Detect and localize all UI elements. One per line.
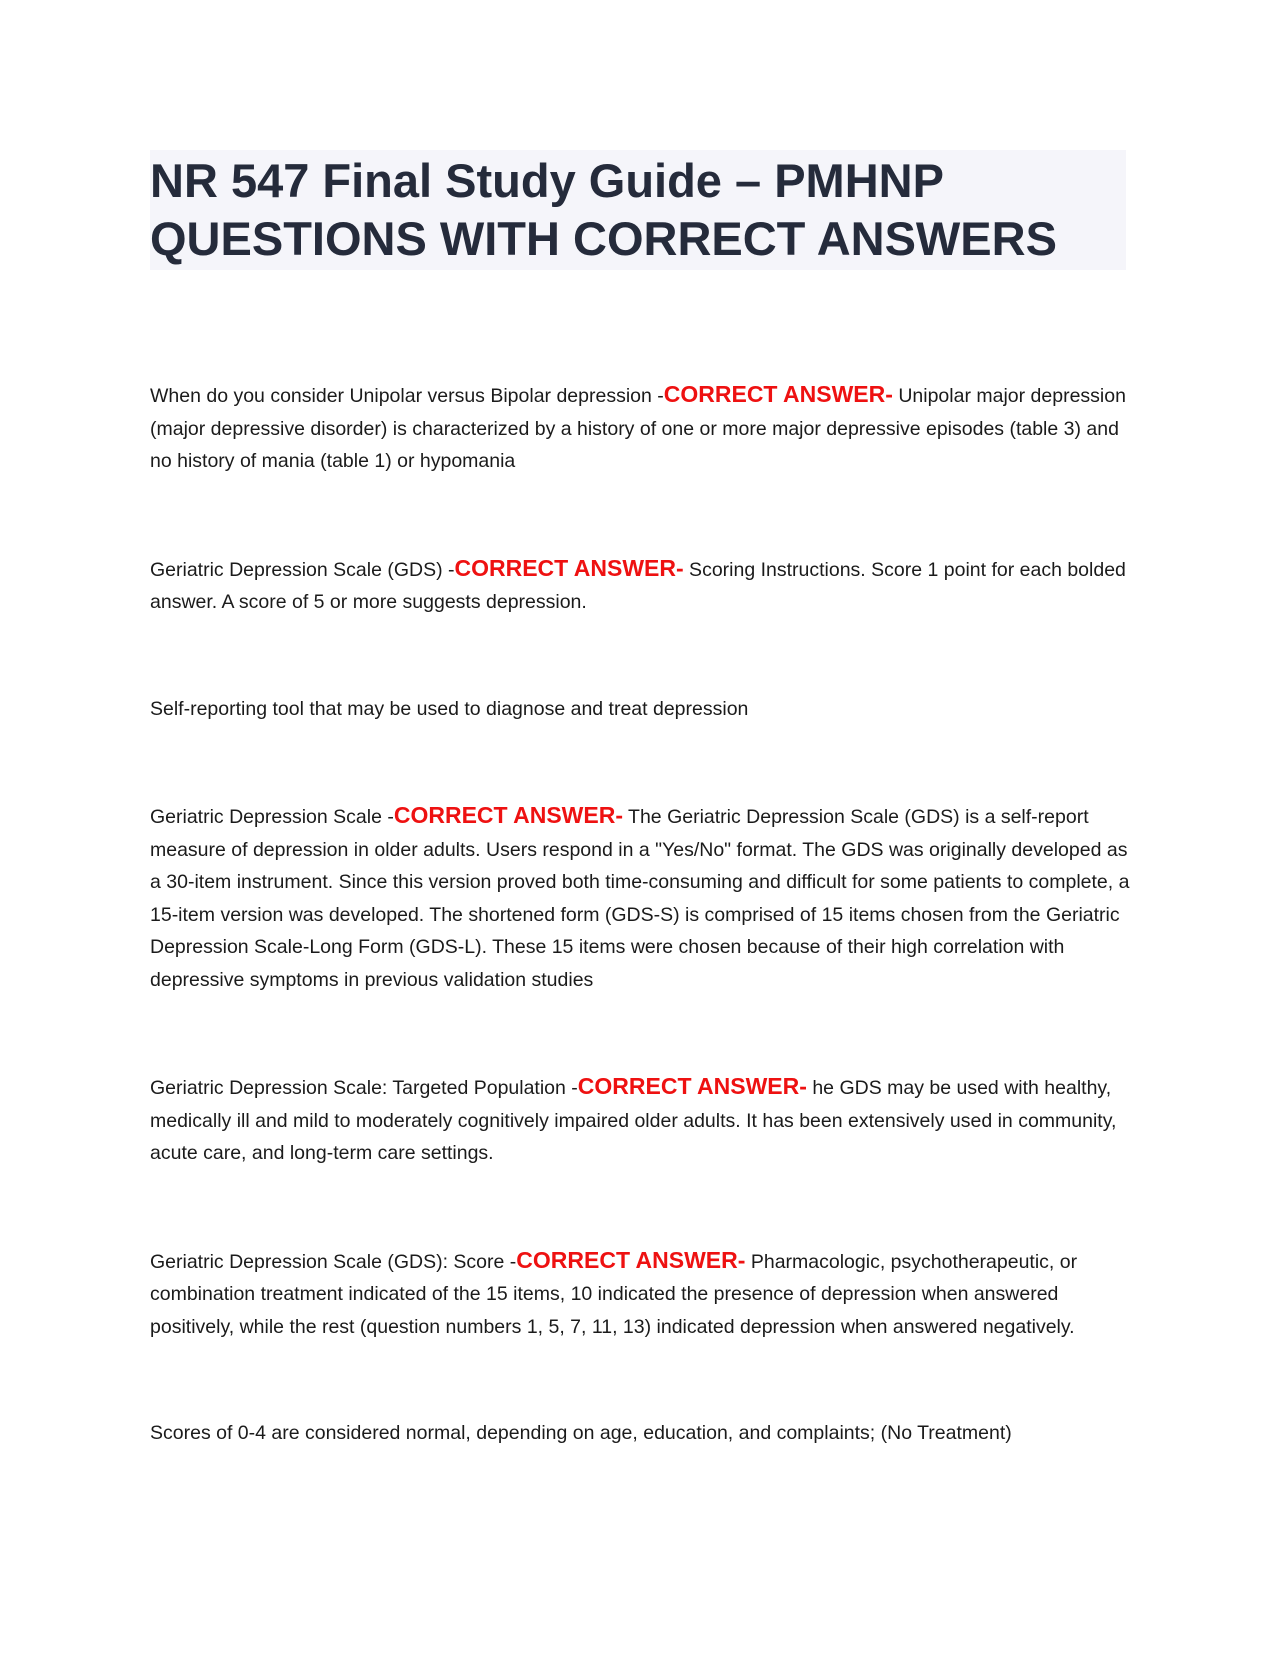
answer-text: Scoring Instructions. Score 1 point for each bolded answer. A score of 5 or more suggests depression. [150,558,1126,613]
note-text: Scores of 0-4 are considered normal, depending on age, education, and complaints; (No Treatment) [150,1422,1012,1444]
document-title [150,150,1126,270]
correct-answer-marker: CORRECT ANSWER- [454,554,684,581]
qa-list [150,378,1130,1450]
answer-text: The Geriatric Depression Scale (GDS) is a self-report measure of depression in older adults. Users respond in a "Yes/No" format. The GDS was originally developed as a 30-item instrument. Since this version proved both time-consuming and difficult for some patients to complete, a 15-item version was developed. The shortened form (GDS-S) is comprised of 15 items chosen from the Geriatric Depression Scale-Long Form (GDS-L). These 15 items were chosen because of their high correlation with depressive symptoms in previous validation studies [150,806,1130,991]
answer-text: Pharmacologic, psychotherapeutic, or combination treatment indicated of the 15 items, 10 indicated the presence of depression when answered positively, while the rest (question numbers 1, 5, 7, 11, 13) indicated depression when answered negatively. [150,1250,1078,1338]
correct-answer-marker: CORRECT ANSWER- [516,1246,746,1273]
correct-answer-marker: CORRECT ANSWER- [663,381,893,407]
answer-text: Unipolar major depression (major depressive disorder) is characterized by a history of one or more major depressive episodes (table 3) and no history of mania (table 1) or hypomania [150,385,1126,472]
correct-answer-marker: CORRECT ANSWER- [577,1073,807,1099]
answer-text: he GDS may be used with healthy, medically ill and mild to moderately cognitively impaired older adults. It has been extensively used in community, acute care, and long-term care settings. [150,1077,1117,1164]
qa-entry [150,378,1130,478]
question-text: When do you consider Unipolar versus Bipolar depression - [150,385,664,407]
note-text: Self-reporting tool that may be used to diagnose and treat depression [150,697,749,720]
qa-entry [150,552,1130,619]
qa-entry [150,799,1130,996]
question-text: Geriatric Depression Scale: Targeted Population - [150,1077,578,1099]
title-line-1: NR 547 Final Study Guide – PMHNP [150,154,944,207]
question-text: Geriatric Depression Scale (GDS): Score - [150,1250,517,1273]
question-text: Geriatric Depression Scale - [150,806,394,828]
question-text: Geriatric Depression Scale (GDS) - [150,558,455,581]
note-paragraph [150,1417,1130,1450]
correct-answer-marker: CORRECT ANSWER- [393,802,623,828]
title-line-2: QUESTIONS WITH CORRECT ANSWERS [150,212,1057,265]
note-paragraph [150,693,1130,726]
document-page [150,150,1130,1450]
qa-entry [150,1244,1130,1344]
qa-entry [150,1070,1130,1170]
